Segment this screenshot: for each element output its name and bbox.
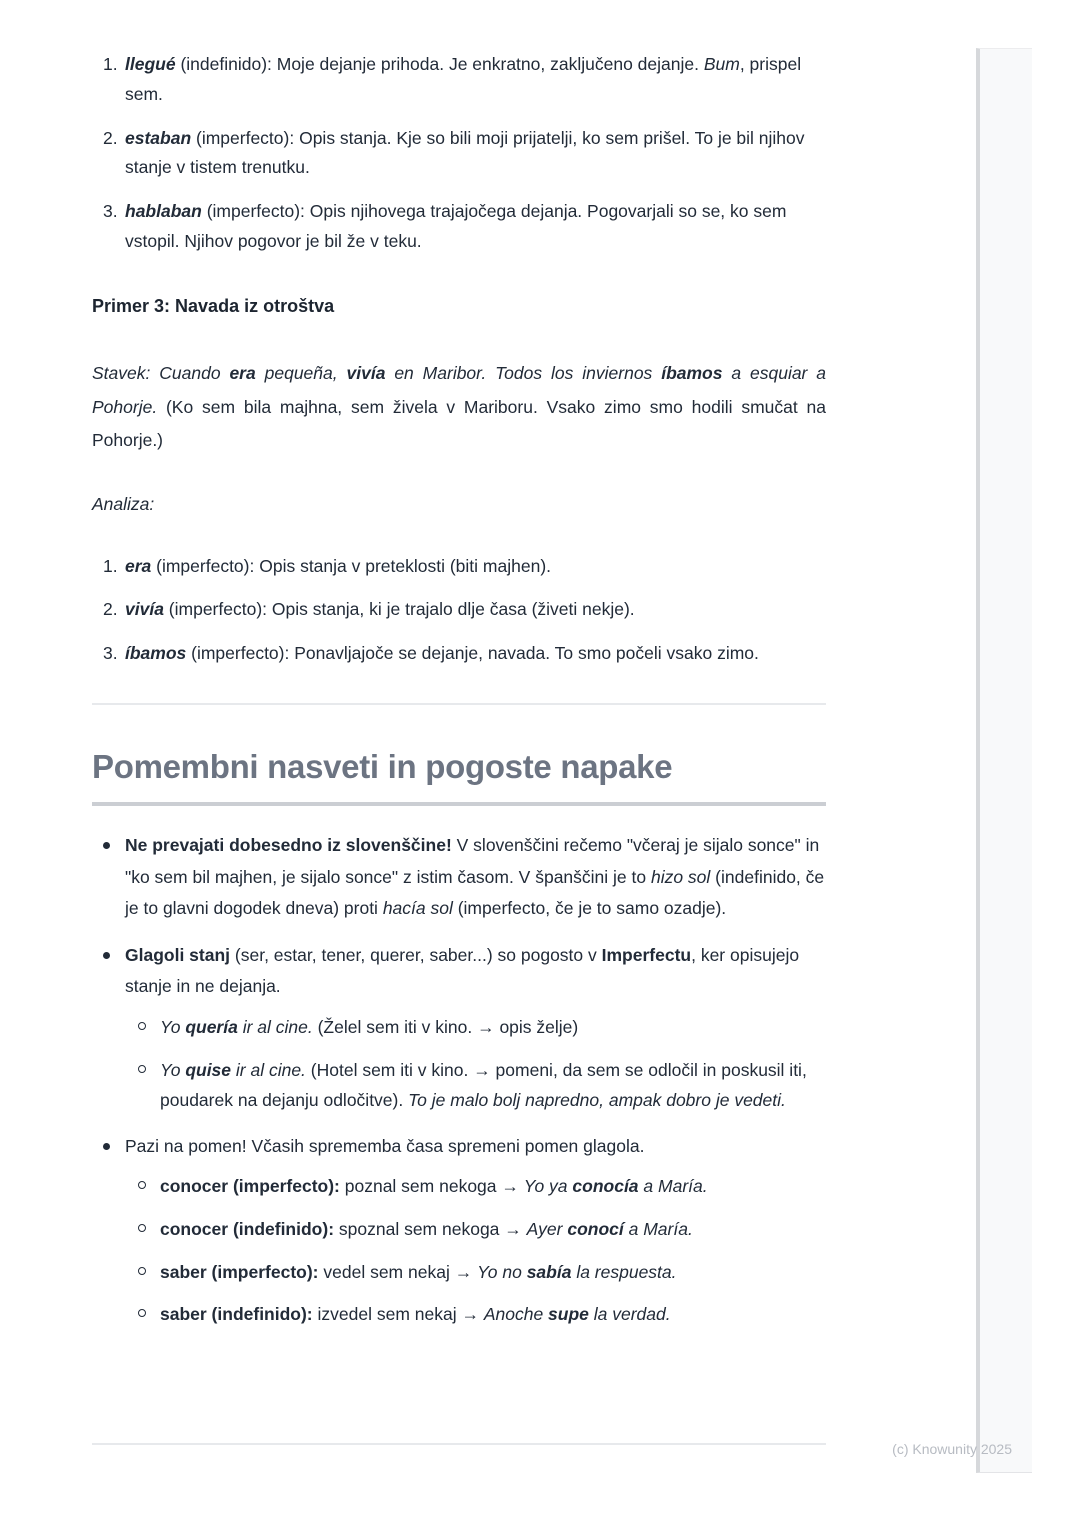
list-item-text: estaban (imperfecto): Opis stanja. Kje so bili moji prijatelji, ko sem prišel. To je bil njihov stanje v tistem trenutku. [125, 127, 805, 178]
list-item-text: era (imperfecto): Opis stanja v preteklosti (biti majhen). [125, 555, 552, 576]
bullet-circle-icon [138, 1267, 146, 1275]
tips-heading: Pomembni nasveti in pogoste napake [92, 747, 826, 807]
analysis-label: Analiza: [92, 493, 155, 514]
list-number: 1. [103, 555, 118, 576]
list-number: 3. [103, 643, 118, 664]
list-item-text: íbamos (imperfecto): Ponavljajoče se dejanje, navada. To smo počeli vsako zimo. [125, 643, 759, 664]
list-item [92, 552, 826, 582]
tip-subitem [125, 1171, 826, 1202]
list-item [92, 639, 826, 669]
tip-subitem [125, 1257, 826, 1288]
bullet-circle-icon [138, 1065, 146, 1073]
bullet-dot-icon [103, 842, 110, 849]
tip-subitem [125, 1055, 826, 1116]
list-number: 2. [103, 599, 118, 620]
tip-subtext: conocer (indefinido): spoznal sem nekoga → Ayer conocí a María. [160, 1218, 693, 1239]
tip-item [92, 1131, 826, 1330]
example3-sentence: Stavek: Cuando era pequeña, vivía en Maribor. Todos los inviernos íbamos a esquiar a Pohorje. (Ko sem bila majhna, sem živela v Mariboru. Vsako zimo smo hodili smučat na Pohorje.) [92, 363, 827, 451]
list-item-text: hablaban (imperfecto): Opis njihovega trajajočega dejanja. Pogovarjali so se, ko sem vstopil. Njihov pogovor je bil že v teku. [125, 201, 787, 251]
tip-subitem [125, 1299, 826, 1330]
list-item [92, 124, 826, 184]
example3-heading: Primer 3: Navada iz otroštva [92, 295, 335, 316]
list-number: 1. [103, 54, 118, 74]
document-content [92, 50, 826, 1345]
tip-sublist [125, 1012, 826, 1116]
copyright-text: (c) Knowunity 2025 [892, 1441, 1012, 1457]
tip-subtext: Yo quería ir al cine. (Želel sem iti v kino. → opis želje) [160, 1016, 579, 1037]
analysis-list-top [92, 50, 826, 257]
tip-text: Pazi na pomen! Včasih sprememba časa spremeni pomen glagola. [125, 1135, 645, 1156]
section-divider [92, 703, 826, 705]
list-item-text: llegué (indefinido): Moje dejanje prihoda. Je enkratno, zaključeno dejanje. Bum, prispel sem. [125, 54, 802, 104]
tip-subitem [125, 1012, 826, 1043]
analysis-list-example3 [92, 552, 826, 669]
next-page-edge [976, 48, 1032, 1473]
list-item-text: vivía (imperfecto): Opis stanja, ki je trajalo dlje časa (živeti nekje). [125, 599, 635, 620]
bullet-circle-icon [138, 1181, 146, 1189]
bullet-circle-icon [138, 1022, 146, 1030]
tip-item [92, 940, 826, 1116]
list-item [92, 50, 826, 110]
list-item [92, 197, 826, 257]
tip-text: Ne prevajati dobesedno iz slovenščine! V slovenščini rečemo "včeraj je sijalo sonce" in "ko sem bil majhen, je sijalo sonce" z istim časom. V španščini je to hizo sol (indefinido, če je to glavni dogodek dneva) proti hacía sol (imperfecto, če je to samo ozadje). [125, 835, 825, 919]
tip-item [92, 830, 826, 925]
tip-subtext: saber (indefinido): izvedel sem nekaj → Anoche supe la verdad. [160, 1304, 671, 1325]
tip-subitem [125, 1214, 826, 1245]
tip-subtext: Yo quise ir al cine. (Hotel sem iti v kino. → pomeni, da sem se odločil in poskusil iti, poudarek na dejanju odločitve). To je malo bolj napredno, ampak dobro je vedeti. [160, 1059, 807, 1111]
tips-list [92, 830, 826, 1329]
tip-subtext: saber (imperfecto): vedel sem nekaj → Yo no sabía la respuesta. [160, 1261, 677, 1282]
bullet-circle-icon [138, 1224, 146, 1232]
list-number: 2. [103, 127, 118, 148]
tip-text: Glagoli stanj (ser, estar, tener, querer, saber...) so pogosto v Imperfectu, ker opisujejo stanje in ne dejanja. [125, 944, 800, 997]
tip-sublist [125, 1171, 826, 1330]
tip-subtext: conocer (imperfecto): poznal sem nekoga → Yo ya conocía a María. [160, 1176, 708, 1197]
list-item [92, 595, 826, 625]
list-number: 3. [103, 201, 118, 221]
bullet-dot-icon [103, 952, 110, 959]
footer-divider [92, 1443, 826, 1445]
bullet-circle-icon [138, 1309, 146, 1317]
bullet-dot-icon [103, 1143, 110, 1150]
